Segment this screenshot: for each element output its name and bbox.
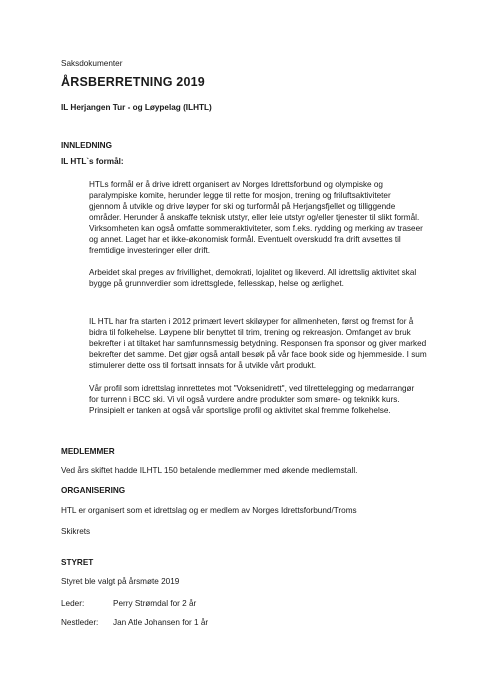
organisation-text: HTL er organisert som et idrettslag og er medlem av Norges Idrettsforbund/Troms: [61, 506, 357, 515]
paragraph-line: paralympiske komite, herunder legge til rette for mosjon, trening og friluftsaktiviteter: [89, 191, 391, 200]
board-member-name: Jan Atle Johansen for 1 år: [113, 618, 209, 627]
paragraph-line: stimulerer dette oss til fortsatt innsats for å utvikle vårt produkt.: [89, 361, 317, 370]
paragraph-line: Prinsipielt er tanken at også vår sportslige profil og aktivitet skal fremme folkehelse.: [89, 406, 391, 415]
board-role: Leder:: [61, 599, 85, 608]
paragraph-line: for turrenn i BCC ski. Vi vil også vurdere andre produkter som smøre- og teknikk kurs.: [89, 395, 400, 404]
paragraph-line: bekrefter i at tiltaket har samfunnsmessig betydning. Responsen fra sponsor og giver marked: [89, 339, 427, 348]
paragraph-line: bidra til folkehelse. Løypene blir benyttet til trim, trening og rekreasjon. Omfanget av bruk: [89, 328, 411, 337]
paragraph-line: og annet. Laget har et ikke-økonomisk formål. Eventuelt overskudd fra drift avsettes til: [89, 235, 401, 244]
organisation-heading: ORGANISERING: [61, 486, 126, 495]
paragraph-line: Vår profil som idrettslag innrettetes mot "Voksenidrett", ved tilrettelegging og medarrangør: [89, 384, 415, 393]
document-subtitle: IL Herjangen Tur - og Løypelag (ILHTL): [61, 103, 212, 112]
purpose-heading: IL HTL`s formål:: [61, 157, 124, 166]
board-member-row: [61, 598, 197, 609]
paragraph-line: fremtidige investeringer eller drift.: [89, 246, 211, 255]
board-member-name: Perry Strømdal for 2 år: [113, 599, 197, 608]
paragraph-line: bygge på grunnverdier som idrettsglede, fellesskap, helse og ærlighet.: [89, 279, 344, 288]
board-member-row: [61, 617, 209, 628]
paragraph-line: HTLs formål er å drive idrett organisert av Norges Idrettsforbund og olympiske og: [89, 180, 383, 189]
organisation-text-2: Skikrets: [61, 527, 91, 536]
intro-heading: INNLEDNING: [61, 141, 112, 150]
paragraph-line: Arbeidet skal preges av frivillighet, demokrati, lojalitet og likeverd. All idrettslig aktivitet skal: [89, 268, 417, 277]
members-heading: MEDLEMMER: [61, 447, 115, 456]
paragraph-line: IL HTL har fra starten i 2012 primært levert skiløyper for allmenheten, først og fremst for å: [89, 317, 414, 326]
paragraph-line: bekrefter det samme. Det gjør også antall besøk på vår face book side og hjemmeside. I sum: [89, 350, 427, 359]
paragraph-line: områder. Herunder å anskaffe teknisk utstyr, eller leie utstyr og/eller tjenester til slikt formål.: [89, 213, 420, 222]
document-title: ÅRSBERRETNING 2019: [61, 75, 205, 89]
board-heading: STYRET: [61, 558, 94, 567]
board-role: Nestleder:: [61, 618, 99, 627]
document-category: Saksdokumenter: [61, 59, 123, 68]
members-text: Ved års skiftet hadde ILHTL 150 betalende medlemmer med økende medlemstall.: [61, 466, 358, 475]
paragraph-line: Virksomheten kan også omfatte sommeraktiviteter, som f.eks. rydding og merking av traseer: [89, 224, 423, 233]
paragraph-line: gjennom å utvikle og drive løyper for ski og turformål på Herjangsfjellet og tilliggende: [89, 202, 396, 211]
board-text: Styret ble valgt på årsmøte 2019: [61, 577, 180, 586]
